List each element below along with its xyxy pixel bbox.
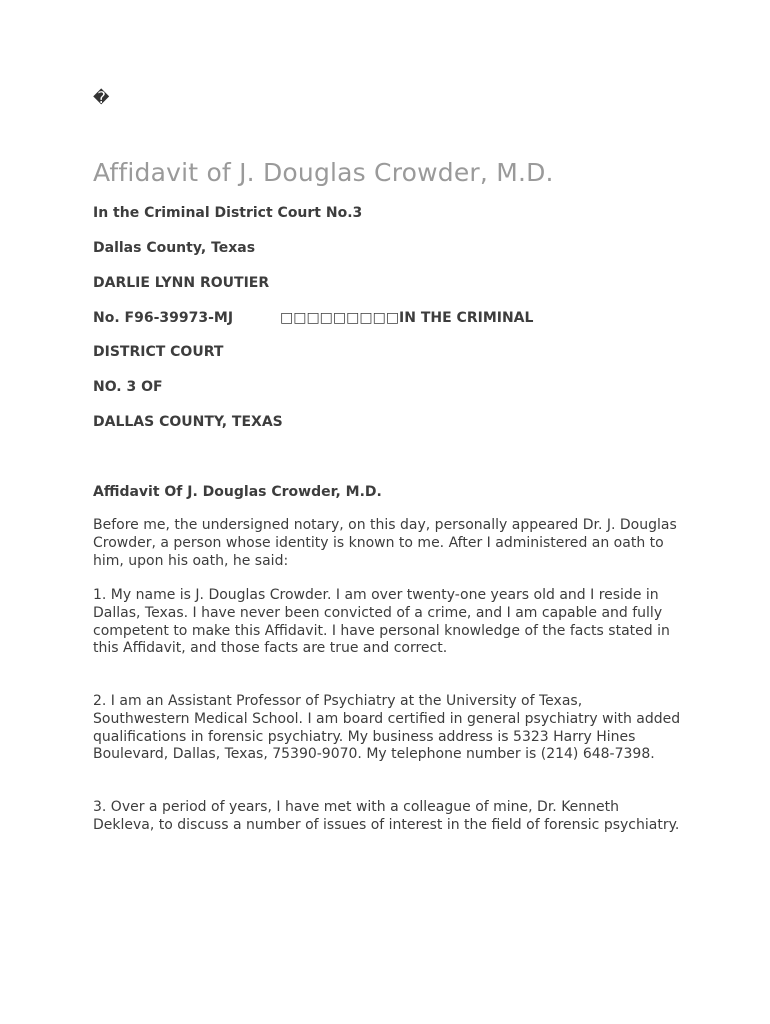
case-number: No. F96-39973-MJ — [93, 310, 234, 326]
case-number-line — [93, 310, 533, 326]
document-title: Affidavit of J. Douglas Crowder, M.D. — [93, 158, 554, 187]
court-name-part4: DALLAS COUNTY, TEXAS — [93, 414, 283, 430]
court-name-part2: DISTRICT COURT — [93, 344, 224, 360]
court-name-part3: NO. 3 OF — [93, 379, 163, 395]
county-line: Dallas County, Texas — [93, 240, 256, 256]
replacement-glyph: � — [93, 88, 110, 107]
court-name-part1: □□□□□□□□□IN THE CRIMINAL — [280, 310, 534, 326]
paragraph-2: 2. I am an Assistant Professor of Psychiatry at the University of Texas, Southwestern Medical School. I am board certified in general psychiatry with added qualifications in forensic psychiatry. My business address is 5323 Harry Hines Boulevard, Dallas, Texas, 75390-9070. My telephone number is (214) 648-7398. — [93, 693, 681, 763]
paragraph-1: 1. My name is J. Douglas Crowder. I am over twenty-one years old and I reside in Dallas, Texas. I have never been convicted of a crime, and I am capable and fully competent to make this Affidavit. I have personal knowledge of the facts stated in this Affidavit, and those facts are true and correct. — [93, 587, 670, 657]
defendant-name: DARLIE LYNN ROUTIER — [93, 275, 270, 291]
court-line: In the Criminal District Court No.3 — [93, 205, 363, 221]
affidavit-subtitle: Affidavit Of J. Douglas Crowder, M.D. — [93, 484, 382, 500]
intro-paragraph: Before me, the undersigned notary, on this day, personally appeared Dr. J. Douglas Crowder, a person whose identity is known to me. After I administered an oath to him, upon his oath, he said: — [93, 517, 677, 569]
paragraph-3: 3. Over a period of years, I have met with a colleague of mine, Dr. Kenneth Dekleva, to discuss a number of issues of interest in the field of forensic psychiatry. — [93, 799, 680, 833]
